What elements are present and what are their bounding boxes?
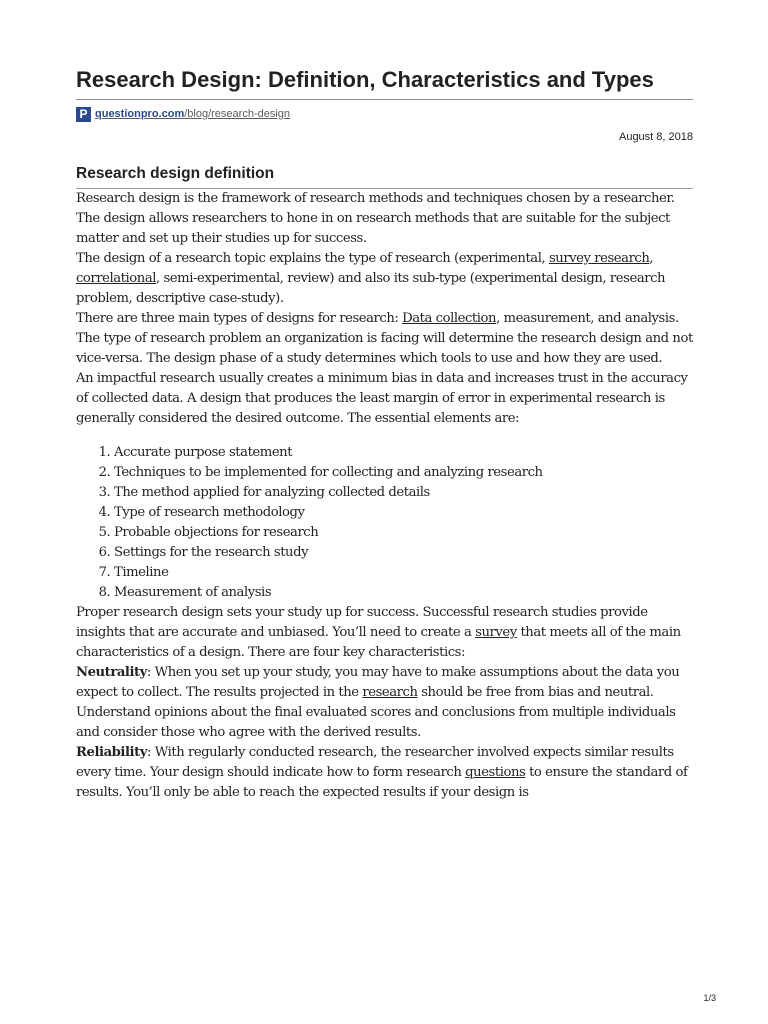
document-page	[76, 0, 693, 803]
questions-link[interactable]: questions	[465, 765, 526, 780]
source-path: /blog/research-design	[184, 108, 291, 120]
list-item: 4. Type of research methodology	[114, 503, 693, 523]
correlational-link[interactable]: correlational	[76, 271, 156, 286]
list-item: 8. Measurement of analysis	[114, 583, 693, 603]
page-number: 1/3	[703, 993, 716, 1003]
research-link[interactable]: research	[362, 685, 418, 700]
source-domain: questionpro.com	[95, 108, 185, 120]
paragraph-7-text-a: : When you set up your study, you may have to make assumptions about the data you expect to collect. The results projected in the	[76, 665, 680, 700]
paragraph-8-text-a: : With regularly conducted research, the researcher involved expects similar results every time. Your design should indicate how to form research	[76, 745, 674, 780]
list-item: 3. The method applied for analyzing collected details	[114, 483, 693, 503]
paragraph-4: The type of research problem an organization is facing will determine the research design and not vice-versa. The design phase of a study determines which tools to use and how they are used.	[76, 331, 693, 366]
paragraph-2-text-b: ,	[649, 251, 654, 266]
paragraph-1: Research design is the framework of research methods and techniques chosen by a researcher. The design allows researchers to hone in on research methods that are suitable for the subject matter and set up their studies up for success.	[76, 191, 675, 246]
questionpro-logo-icon: P	[76, 107, 91, 122]
survey-link[interactable]: survey	[475, 625, 517, 640]
source-link[interactable]	[95, 108, 290, 120]
paragraph-6-text-b: that meets all of the main characteristics of a design. There are four key characteristics:	[76, 625, 681, 660]
paragraph-6	[76, 603, 693, 663]
paragraph-2-text-c: , semi-experimental, review) and also its sub-type (experimental design, research problem, descriptive case-study).	[76, 271, 666, 306]
essential-elements-list	[76, 443, 693, 603]
paragraph-6-text-a: Proper research design sets your study up for success. Successful research studies provide insights that are accurate and unbiased. You’ll need to create a	[76, 605, 648, 640]
paragraph-reliability	[76, 743, 693, 803]
paragraph-2	[76, 249, 693, 309]
list-item: 2. Techniques to be implemented for collecting and analyzing research	[114, 463, 693, 483]
list-item: 5. Probable objections for research	[114, 523, 693, 543]
list-item: 6. Settings for the research study	[114, 543, 693, 563]
paragraph-7-text-b: should be free from bias and neutral. Understand opinions about the final evaluated scores and conclusions from multiple individuals and consider those who agree with the derived results.	[76, 685, 676, 740]
term-reliability: Reliability	[76, 745, 147, 760]
survey-research-link[interactable]: survey research	[548, 251, 650, 266]
term-neutrality: Neutrality	[76, 665, 147, 680]
list-item: 1. Accurate purpose statement	[114, 443, 693, 463]
page-title: Research Design: Definition, Characteristics and Types	[76, 0, 693, 100]
section-heading: Research design definition	[76, 164, 693, 189]
paragraph-neutrality	[76, 663, 693, 743]
paragraph-3	[76, 309, 693, 329]
paragraph-3-text-a: There are three main types of designs for research:	[76, 311, 403, 326]
paragraph-2-text-a: The design of a research topic explains the type of research (experimental,	[76, 251, 549, 266]
data-collection-link[interactable]: Data collection	[402, 311, 497, 326]
paragraph-5: An impactful research usually creates a minimum bias in data and increases trust in the accuracy of collected data. A design that produces the least margin of error in experimental research is generally considered the desired outcome. The essential elements are:	[76, 371, 688, 426]
list-item: 7. Timeline	[114, 563, 693, 583]
paragraph-8-text-b: to ensure the standard of results. You’ll only be able to reach the expected results if your design is	[76, 765, 688, 800]
paragraph-3-text-b: , measurement, and analysis.	[496, 311, 679, 326]
publish-date: August 8, 2018	[618, 131, 693, 143]
source-row	[76, 105, 693, 123]
